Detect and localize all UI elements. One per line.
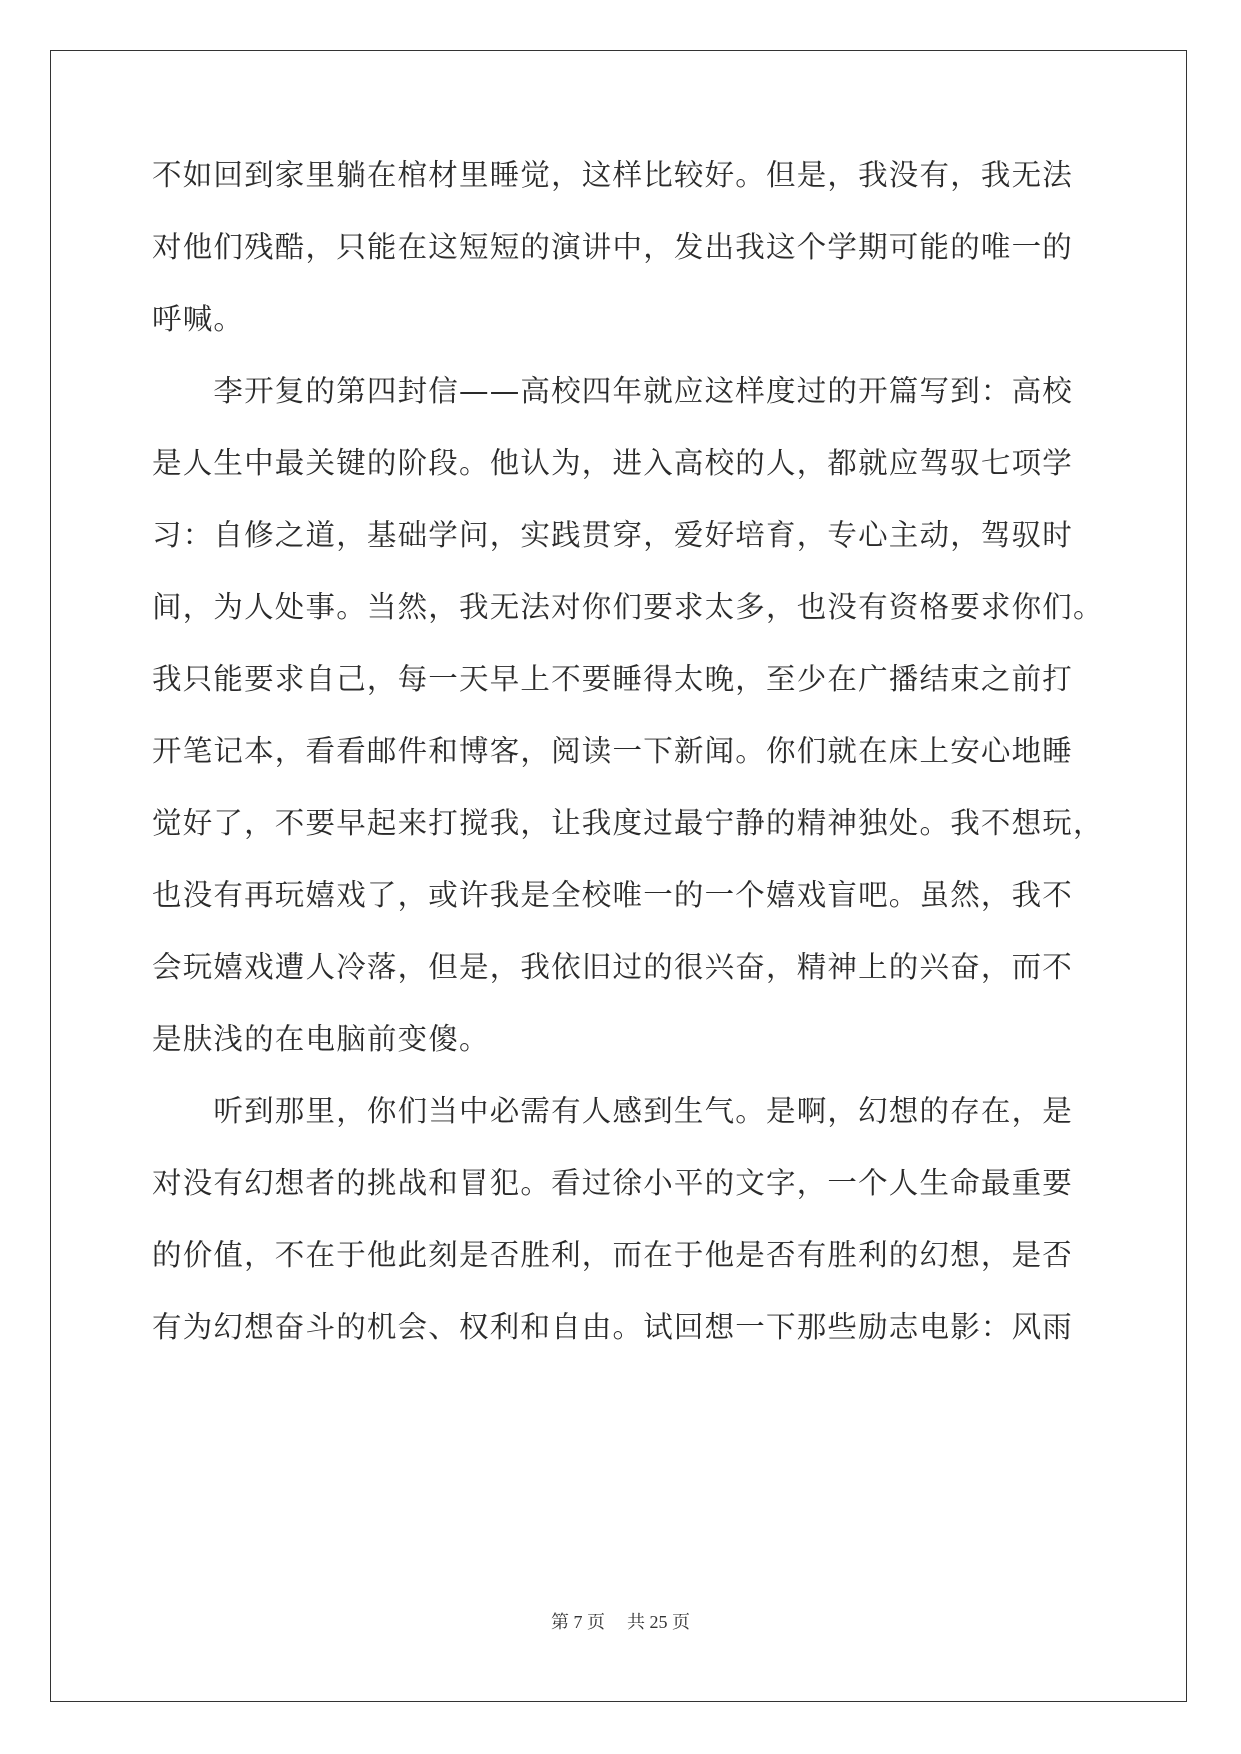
text-line: 会玩嬉戏遭人冷落，但是，我依旧过的很兴奋，精神上的兴奋，而不 [152,950,1074,984]
text-line: 习：自修之道，基础学问，实践贯穿，爱好培育，专心主动，驾驭时 [152,518,1074,552]
text-line: 有为幻想奋斗的机会、权利和自由。试回想一下那些励志电影：风雨 [152,1310,1074,1344]
page-total: 共 25 页 [627,1612,690,1632]
page-footer [0,1610,1241,1634]
text-line: 的价值，不在于他此刻是否胜利，而在于他是否有胜利的幻想，是否 [152,1238,1074,1272]
text-line: 间，为人处事。当然，我无法对你们要求太多，也没有资格要求你们。 [152,590,1104,624]
text-line: 对他们残酷，只能在这短短的演讲中，发出我这个学期可能的唯一的 [152,230,1074,264]
text-line: 是人生中最关键的阶段。他认为，进入高校的人，都就应驾驭七项学 [152,446,1074,480]
text-line: 觉好了，不要早起来打搅我，让我度过最宁静的精神独处。我不想玩， [152,806,1104,840]
text-line: 听到那里，你们当中必需有人感到生气。是啊，幻想的存在，是 [152,1094,1074,1128]
text-line: 呼喊。 [152,302,245,336]
text-line: 李开复的第四封信——高校四年就应这样度过的开篇写到：高校 [152,374,1074,408]
text-line: 是肤浅的在电脑前变傻。 [152,1022,490,1056]
text-line: 也没有再玩嬉戏了，或许我是全校唯一的一个嬉戏盲吧。虽然，我不 [152,878,1074,912]
text-line: 不如回到家里躺在棺材里睡觉，这样比较好。但是，我没有，我无法 [152,158,1074,192]
page-number: 第 7 页 [551,1612,605,1632]
text-line: 对没有幻想者的挑战和冒犯。看过徐小平的文字，一个人生命最重要 [152,1166,1074,1200]
text-line: 我只能要求自己，每一天早上不要睡得太晚，至少在广播结束之前打 [152,662,1074,696]
text-line: 开笔记本，看看邮件和博客，阅读一下新闻。你们就在床上安心地睡 [152,734,1074,768]
